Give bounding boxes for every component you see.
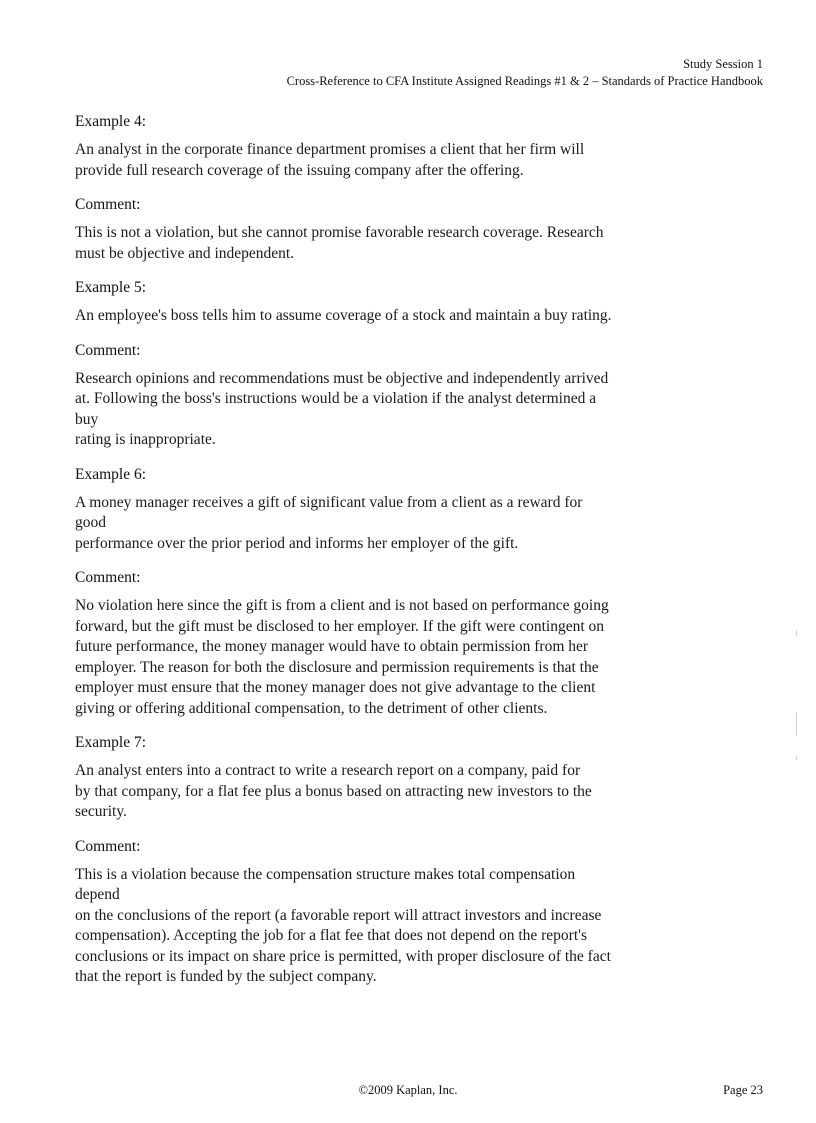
example-7-block	[75, 733, 615, 823]
example-heading: Example 4:	[75, 113, 147, 130]
study-session-label: Study Session 1	[683, 57, 763, 71]
example-text: A money manager receives a gift of significant value from a client as a reward for good performance over the prior period and informs her employer of the gift.	[75, 493, 583, 552]
comment-7-block	[75, 837, 615, 988]
example-text: An employee's boss tells him to assume coverage of a stock and maintain a buy rating.	[75, 307, 612, 324]
example-heading: Example 7:	[75, 734, 147, 751]
comment-text: Research opinions and recommendations must be objective and independently arrived at. Following the boss's instructions would be a violation if the analyst determined a buy rating is inappropriate.	[75, 369, 609, 448]
cross-reference-label: Cross-Reference to CFA Institute Assigned Readings #1 & 2 – Standards of Practice Handbook	[286, 74, 763, 88]
comment-text: This is not a violation, but she cannot promise favorable research coverage. Research must be objective and independent.	[75, 224, 604, 262]
comment-heading: Comment:	[75, 196, 141, 213]
copyright-footer: ©2009 Kaplan, Inc.	[358, 1083, 458, 1097]
page-body	[75, 112, 615, 1002]
example-text: An analyst in the corporate finance department promises a client that her firm will provide full research coverage of the issuing company after the offering.	[75, 141, 585, 179]
example-text: An analyst enters into a contract to write a research report on a company, paid for by that company, for a flat fee plus a bonus based on attracting new investors to the security.	[75, 762, 592, 820]
scan-artifact	[796, 712, 797, 736]
comment-text: No violation here since the gift is from a client and is not based on performance going forward, but the gift must be disclosed to her employer. If the gift were contingent on future performance, the money manager would have to obtain permission from her employer. The reason for both the disclosure and permission requirements is that the employer must ensure that the money manager does not give advantage to the client giving or offering additional compensation, to the detriment of other clients.	[75, 597, 609, 717]
comment-heading: Comment:	[75, 341, 141, 359]
comment-text: This is a violation because the compensation structure makes total compensation depend on the conclusions of the report (a favorable report will attract investors and increase compensation). Accepting the job for a flat fee that does not depend on the report's conclusions or its impact on share price is permitted, with proper disclosure of the fact that the report is funded by the subject company.	[75, 865, 611, 985]
comment-6-block	[75, 568, 615, 719]
scan-artifact	[796, 756, 797, 760]
scan-artifact	[796, 630, 797, 636]
comment-heading: Comment:	[75, 569, 141, 586]
page-number: Page 23	[723, 1083, 763, 1097]
comment-5-block	[75, 341, 615, 451]
comment-heading: Comment:	[75, 837, 141, 855]
example-6-block	[75, 465, 615, 555]
example-heading: Example 5:	[75, 279, 147, 296]
example-4-block	[75, 112, 615, 181]
example-5-block	[75, 278, 615, 327]
example-heading: Example 6:	[75, 465, 147, 483]
running-header	[287, 56, 763, 90]
comment-4-block	[75, 195, 615, 264]
